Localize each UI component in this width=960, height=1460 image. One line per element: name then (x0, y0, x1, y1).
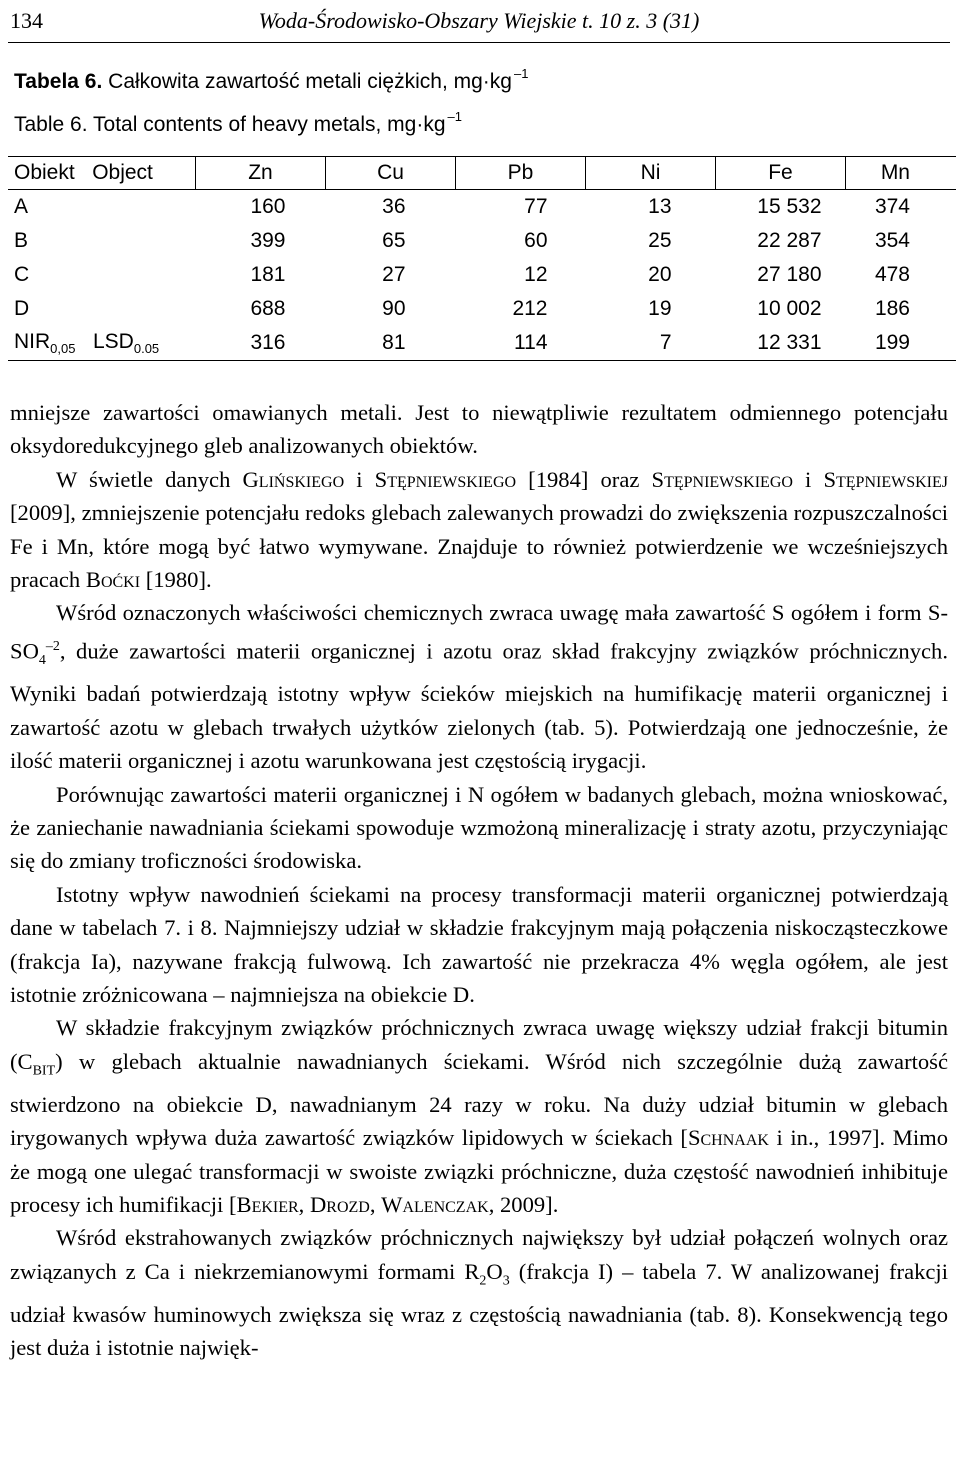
zn-cell: 181 (250, 263, 286, 286)
pb-cell: 212 (512, 297, 548, 320)
text-run: (frakcja I) – tabela 7. W analizowanej frakcji udział kwasów huminowych zwiększa się wraz z częstością nawadniania (tab. 8). Konsekwencją tego jest duża i istotnie najwięk- (10, 1258, 948, 1361)
heavy-metals-table (8, 156, 956, 361)
object-cell: D (14, 297, 30, 320)
paragraph: Istotny wpływ nawodnień ściekami na procesy transformacji materii organicznej potwierdzają dane w tabelach 7. i 8. Najmniejszy udział w składzie frakcyjnym mają połączenia niskocząsteczkowe (frakcja Ia), nazywane frakcją fulwową. Ich zawartość nie przekracza 4% węgla ogółem, ale jest istotnie zróżnicowana – najmniejsza na obiekcie D. (10, 881, 948, 1007)
table-caption-en (14, 109, 462, 137)
column-header-mn: Mn (846, 157, 957, 190)
mn-cell: 374 (874, 195, 910, 218)
fe-cell: 22 287 (757, 229, 822, 252)
text-run: i (344, 466, 375, 492)
object-cell: C (14, 263, 30, 286)
table-row (8, 258, 956, 292)
fe-cell: 27 180 (757, 263, 822, 286)
mn-cell: 199 (846, 326, 957, 361)
table-row (8, 292, 956, 326)
journal-title: Woda-Środowisko-Obszary Wiejskie t. 10 z. 3 (31) (258, 8, 700, 33)
cu-cell: 65 (382, 229, 406, 252)
mn-cell: 354 (874, 229, 910, 252)
fe-cell: 12 331 (716, 326, 846, 361)
body-text (10, 396, 948, 1364)
author-name: Stępniewskiej (823, 466, 948, 492)
text-run: [1980]. (140, 567, 212, 593)
paragraph (10, 1011, 948, 1221)
zn-cell: 160 (250, 195, 286, 218)
text-run: W składzie frakcyjnym związków próchnicznych zwraca uwagę większy udział frakcji bitumin (C (10, 1015, 948, 1074)
column-header-pb: Pb (456, 157, 586, 190)
unit-exponent-pl: –1 (513, 66, 529, 81)
author-name: Bekier (236, 1191, 299, 1217)
column-header-zn: Zn (196, 157, 326, 190)
author-name: Schnaak (687, 1125, 769, 1151)
pb-cell: 12 (524, 263, 548, 286)
pb-cell: 77 (524, 195, 548, 218)
nir-label: NIR (14, 329, 51, 353)
table-caption-pl (14, 66, 529, 94)
cu-cell: 36 (382, 195, 406, 218)
paragraph (10, 596, 948, 777)
ni-cell: 7 (586, 326, 716, 361)
author-name: Glińskiego (242, 466, 345, 492)
subscript: 3 (502, 1273, 510, 1289)
table-row-nir (8, 326, 956, 361)
mn-cell: 478 (874, 263, 910, 286)
unit-exponent-en: –1 (447, 109, 462, 124)
author-name: Boćki (85, 567, 141, 593)
text-run: , (298, 1191, 310, 1217)
text-run: [2009], zmniejszenie potencjału redoks glebach zalewanych prowadzi do zwiększenia rozpuszczalności Fe i Mn, które mogą być łatwo wymywane. Znajduje to również potwierdzenie we wcześniejszych pracach (10, 500, 948, 593)
subscript: BIT (32, 1063, 56, 1079)
nir-lsd-label (8, 326, 196, 361)
column-header-object: Obiekt Object (8, 157, 196, 190)
text-run: ) w glebach aktualnie nawadnianych ściekami. Wśród nich szczególnie dużą zawartość stwierdzono na obiekcie D, nawadnianym 24 razy w roku. Na duży udział bitumin w glebach irygowanych wpływa duża zawartość związków lipidowych w ściekach [ (10, 1048, 948, 1151)
cu-cell: 27 (382, 263, 406, 286)
table-label-pl: Tabela 6. (14, 70, 103, 93)
text-run: , 2009]. (488, 1191, 559, 1217)
column-header-cu: Cu (326, 157, 456, 190)
lsd-label: LSD (93, 329, 134, 353)
subscript: 2 (479, 1273, 487, 1289)
text-run: O (486, 1258, 503, 1284)
ni-cell: 19 (648, 297, 672, 320)
text-run: , duże zawartości materii organicznej i azotu oraz skład frakcyjny związków próchnicznych. Wyniki badań potwierdzają istotny wpływ ścieków miejskich na humifikację materii organicznej i zawartość azotu w glebach trwałych użytków zielonych (tab. 5). Potwierdzają one jednocześnie, że ilość materii organicznej i azotu warunkowana jest częstością irygacji. (10, 638, 948, 774)
text-run: , (369, 1191, 382, 1217)
paragraph: mniejsze zawartości omawianych metali. Jest to niewątpliwie rezultatem odmiennego potencjału oksydoredukcyjnego gleb analizowanych obiektów. (10, 400, 948, 459)
author-name: Stępniewskiego (651, 466, 793, 492)
paragraph: Porównując zawartości materii organicznej i N ogółem w badanych glebach, można wnioskować, że zaniechanie nawadniania ściekami spowoduje wzmożoną mineralizację i straty azotu, przyczyniając się do zmiany troficzności środowiska. (10, 781, 948, 874)
pb-cell: 114 (456, 326, 586, 361)
ni-cell: 25 (648, 229, 672, 252)
fe-cell: 10 002 (757, 297, 822, 320)
text-run: i (792, 466, 824, 492)
lsd-subscript: 0.05 (133, 341, 160, 357)
paragraph (10, 463, 948, 597)
ni-cell: 20 (648, 263, 672, 286)
mn-cell: 186 (874, 297, 910, 320)
author-name: Walenczak (381, 1191, 489, 1217)
column-header-fe: Fe (716, 157, 846, 190)
text-run: Wśród ekstrahowanych związków próchnicznych największy był udział połączeń wolnych oraz związanych z Ca i niekrzemianowymi formami R (10, 1225, 948, 1284)
pb-cell: 60 (524, 229, 548, 252)
object-cell: A (14, 195, 29, 218)
table-title-en: Total contents of heavy metals, mg·kg (93, 113, 446, 136)
zn-cell: 316 (196, 326, 326, 361)
superscript: –2 (45, 638, 60, 654)
column-header-ni: Ni (586, 157, 716, 190)
text-run: [1984] oraz (516, 466, 652, 492)
table-row (8, 190, 956, 225)
cu-cell: 90 (382, 297, 406, 320)
running-header (8, 4, 950, 43)
subscript: 4 (38, 652, 46, 668)
nir-subscript: 0,05 (50, 341, 76, 357)
text-run: W świetle danych (56, 466, 243, 492)
text-run: Wśród oznaczonych właściwości chemicznych zwraca uwagę mała zawartość S ogółem i form S-SO (10, 600, 948, 664)
author-name: Drozd (309, 1191, 370, 1217)
table-label-en: Table 6. (14, 113, 88, 136)
page-number: 134 (10, 8, 43, 33)
zn-cell: 688 (250, 297, 286, 320)
author-name: Stępniewskiego (374, 466, 517, 492)
table-title-pl: Całkowita zawartość metali ciężkich, mg·kg (108, 70, 512, 93)
fe-cell: 15 532 (757, 195, 822, 218)
text-run: i in., 1997]. Mimo że mogą one ulegać transformacji w swoiste związki próchniczne, duża częstość nawodnień inhibituje procesy ich humifikacji [ (10, 1125, 949, 1217)
object-cell: B (14, 229, 29, 252)
paragraph (10, 1221, 948, 1364)
table-header-row (8, 157, 956, 190)
cu-cell: 81 (326, 326, 456, 361)
table-row (8, 224, 956, 258)
ni-cell: 13 (648, 195, 672, 218)
zn-cell: 399 (250, 229, 286, 252)
